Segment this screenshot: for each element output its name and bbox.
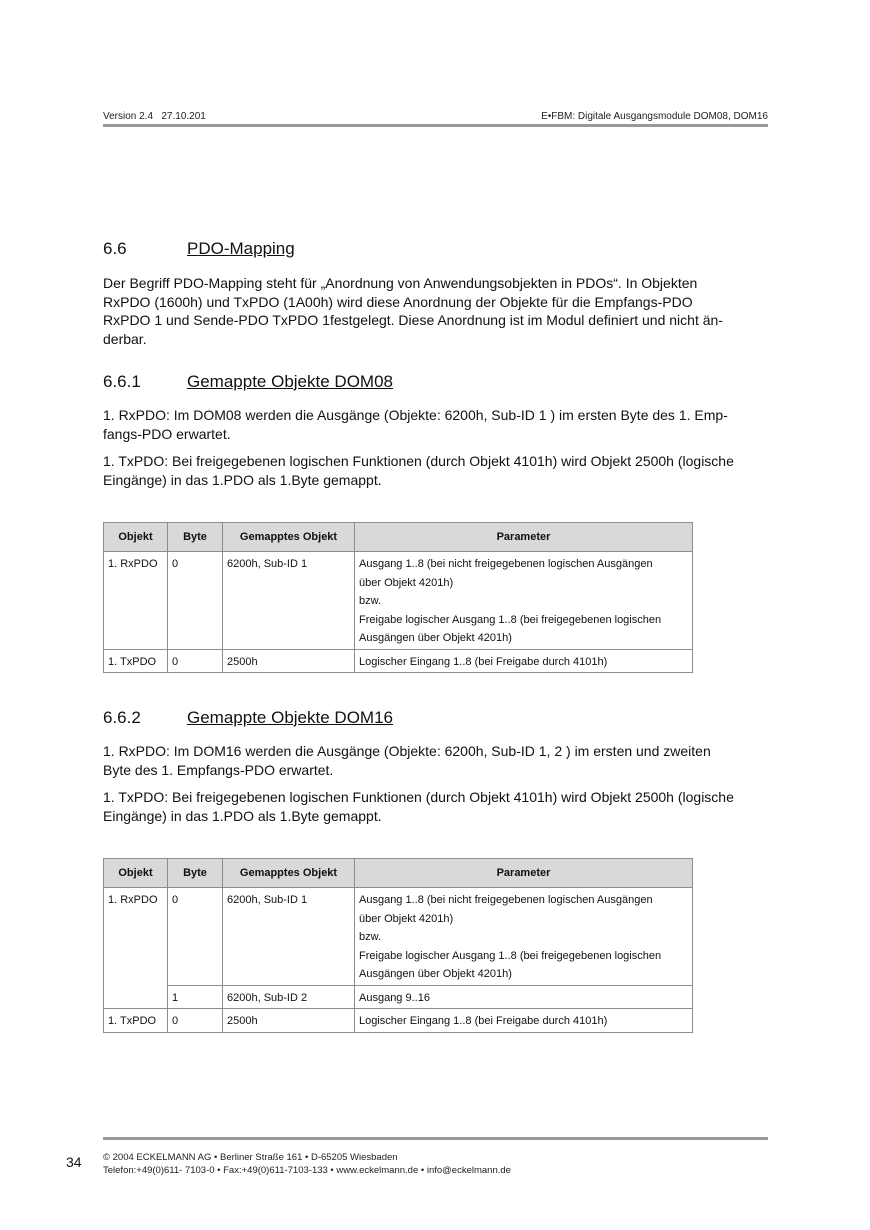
- table-dom08: [103, 522, 693, 673]
- paragraph-txpdo-dom16: [103, 788, 768, 825]
- table-row: [104, 552, 693, 650]
- paragraph-rxpdo-dom08: [103, 406, 768, 443]
- cell-objekt: 1. TxPDO: [104, 649, 168, 673]
- cell-mapped: 6200h, Sub-ID 2: [223, 985, 355, 1009]
- cell-parameter: Logischer Eingang 1..8 (bei Freigabe durch 4101h): [355, 1009, 693, 1033]
- heading-title: PDO-Mapping: [187, 239, 295, 258]
- text-line: RxPDO 1 und Sende-PDO TxPDO 1festgelegt. Diese Anordnung ist im Modul definiert und nicht än-: [103, 312, 723, 328]
- param-line: bzw.: [359, 595, 382, 607]
- text-line: 1. TxPDO: Bei freigegebenen logischen Funktionen (durch Objekt 4101h) wird Objekt 2500h (logische: [103, 453, 734, 469]
- cell-parameter: Logischer Eingang 1..8 (bei Freigabe durch 4101h): [355, 649, 693, 673]
- text-line: 1. RxPDO: Im DOM16 werden die Ausgänge (Objekte: 6200h, Sub-ID 1, 2 ) im ersten und zweiten: [103, 743, 711, 759]
- param-line: Ausgang 1..8 (bei nicht freigegebenen logischen Ausgängen: [359, 558, 653, 570]
- cell-parameter: Ausgang 9..16: [355, 985, 693, 1009]
- page-footer: [103, 1151, 511, 1177]
- table-row: [104, 985, 693, 1009]
- param-line: Freigabe logischer Ausgang 1..8 (bei freigegebenen logischen: [359, 613, 662, 626]
- table-dom16: [103, 858, 693, 1033]
- text-line: Byte des 1. Empfangs-PDO erwartet.: [103, 761, 334, 778]
- page-number: 34: [66, 1154, 82, 1170]
- cell-byte: 0: [168, 888, 223, 986]
- text-line: RxPDO (1600h) und TxPDO (1A00h) wird diese Anordnung der Objekte für die Empfangs-PDO: [103, 293, 693, 310]
- cell-mapped: 6200h, Sub-ID 1: [223, 888, 355, 986]
- header-version: Version 2.4 27.10.201: [103, 111, 206, 122]
- param-line: Ausgang 1..8 (bei nicht freigegebenen logischen Ausgängen: [359, 894, 653, 906]
- cell-objekt: 1. RxPDO: [104, 888, 168, 986]
- col-header-gemapptes-objekt: Gemapptes Objekt: [223, 523, 355, 552]
- cell-mapped: 2500h: [223, 649, 355, 673]
- header-rule: [103, 124, 768, 127]
- heading-title: Gemappte Objekte DOM08: [187, 372, 393, 391]
- col-header-objekt: Objekt: [104, 523, 168, 552]
- header-title: E•FBM: Digitale Ausgangsmodule DOM08, DOM16: [541, 111, 768, 122]
- cell-parameter: [355, 888, 693, 986]
- heading-number: 6.6: [103, 239, 127, 258]
- cell-parameter: [355, 552, 693, 650]
- text-line: 1. TxPDO: Bei freigegebenen logischen Funktionen (durch Objekt 4101h) wird Objekt 2500h (logische: [103, 789, 734, 805]
- param-line: über Objekt 4201h): [359, 912, 454, 925]
- col-header-parameter: Parameter: [355, 859, 693, 888]
- cell-mapped: 6200h, Sub-ID 1: [223, 552, 355, 650]
- footer-rule: [103, 1137, 768, 1140]
- text-line: fangs-PDO erwartet.: [103, 425, 231, 442]
- text-line: Der Begriff PDO-Mapping steht für „Anordnung von Anwendungsobjekten in PDOs“. In Objekten: [103, 275, 698, 291]
- text-line: Eingänge) in das 1.PDO als 1.Byte gemappt.: [103, 471, 382, 488]
- cell-objekt: 1. RxPDO: [104, 552, 168, 650]
- param-line: über Objekt 4201h): [359, 576, 454, 589]
- footer-address: © 2004 ECKELMANN AG • Berliner Straße 161 • D-65205 Wiesbaden: [103, 1152, 398, 1163]
- col-header-byte: Byte: [168, 859, 223, 888]
- cell-objekt: 1. TxPDO: [104, 1009, 168, 1033]
- paragraph-pdo-mapping: [103, 274, 768, 348]
- paragraph-txpdo-dom08: [103, 452, 768, 489]
- cell-mapped: 2500h: [223, 1009, 355, 1033]
- heading-title: Gemappte Objekte DOM16: [187, 708, 393, 727]
- cell-byte: 0: [168, 649, 223, 673]
- col-header-gemapptes-objekt: Gemapptes Objekt: [223, 859, 355, 888]
- param-line: Freigabe logischer Ausgang 1..8 (bei freigegebenen logischen: [359, 949, 662, 962]
- param-line: bzw.: [359, 931, 382, 943]
- cell-byte: 0: [168, 552, 223, 650]
- text-line: 1. RxPDO: Im DOM08 werden die Ausgänge (Objekte: 6200h, Sub-ID 1 ) im ersten Byte des 1. Emp-: [103, 407, 728, 423]
- text-line: derbar.: [103, 330, 147, 347]
- col-header-objekt: Objekt: [104, 859, 168, 888]
- col-header-byte: Byte: [168, 523, 223, 552]
- heading-number: 6.6.2: [103, 708, 141, 727]
- footer-contact: Telefon:+49(0)611- 7103-0 • Fax:+49(0)611-7103-133 • www.eckelmann.de • info@eckelmann.de: [103, 1165, 511, 1176]
- cell-byte: 1: [168, 985, 223, 1009]
- cell-objekt-empty: [104, 985, 168, 1009]
- text-line: Eingänge) in das 1.PDO als 1.Byte gemappt.: [103, 807, 382, 824]
- heading-number: 6.6.1: [103, 372, 141, 391]
- table-row: [104, 888, 693, 986]
- paragraph-rxpdo-dom16: [103, 742, 768, 779]
- table-row: [104, 1009, 693, 1033]
- cell-byte: 0: [168, 1009, 223, 1033]
- col-header-parameter: Parameter: [355, 523, 693, 552]
- param-line: Ausgängen über Objekt 4201h): [359, 632, 512, 644]
- param-line: Ausgängen über Objekt 4201h): [359, 968, 512, 980]
- table-row: [104, 649, 693, 673]
